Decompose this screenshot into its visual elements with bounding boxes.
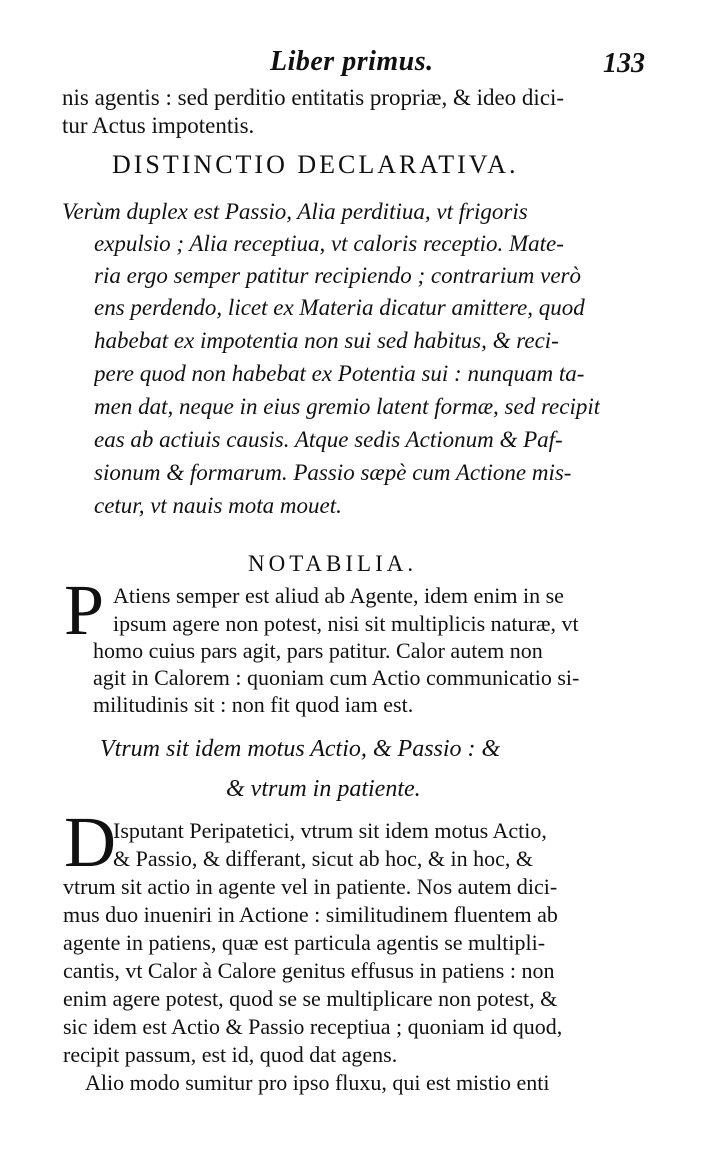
text-line: Isputant Peripatetici, vtrum sit idem motus Actio,: [113, 818, 547, 843]
text-line: men dat, neque in eius gremio latent formæ, sed recipit: [94, 394, 601, 419]
text-line: eas ab actiuis causis. Atque sedis Actionum & Paf-: [94, 427, 563, 452]
text-line: sic idem est Actio & Passio receptiua ; quoniam id quod,: [63, 1014, 563, 1039]
text-line: vtrum sit actio in agente vel in patiente. Nos autem dici-: [63, 874, 558, 899]
text-line: pere quod non habebat ex Potentia sui : nunquam ta-: [94, 361, 585, 386]
page-header: [0, 46, 707, 82]
text-line: enim agere potest, quod se se multiplicare non potest, &: [63, 986, 558, 1011]
text-line: homo cuius pars agit, pars patitur. Calor autem non: [93, 638, 543, 663]
question-title: & vtrum in patiente.: [226, 776, 421, 802]
text-line: recipit passum, est id, quod dat agens.: [63, 1042, 398, 1067]
text-line: militudinis sit : non fit quod iam est.: [93, 692, 414, 717]
text-line: & Passio, & differant, sicut ab hoc, & in hoc, &: [113, 846, 533, 871]
drop-cap: D: [64, 802, 116, 882]
section-heading-notabilia: NOTABILIA.: [248, 551, 418, 576]
text-line: ens perdendo, licet ex Materia dicatur amittere, quod: [94, 295, 585, 320]
text-line: cetur, vt nauis mota mouet.: [94, 493, 342, 518]
drop-cap: P: [64, 570, 105, 650]
continuation-line-2: tur Actus impotentis.: [62, 113, 255, 138]
text-line: ria ergo semper patitur recipiendo ; contrarium verò: [94, 263, 581, 288]
text-line: sionum & formarum. Passio sæpè cum Actione mis-: [94, 460, 572, 485]
continuation-line-1: nis agentis : sed perditio entitatis propriæ, & ideo dici-: [62, 85, 565, 110]
text-line: ipsum agere non potest, nisi sit multiplicis naturæ, vt: [113, 611, 579, 636]
running-title: Liber primus.: [270, 46, 434, 77]
text-line: cantis, vt Calor à Calore genitus effusus in patiens : non: [63, 958, 555, 983]
text-line: habebat ex impotentia non sui sed habitus, & reci-: [94, 328, 559, 353]
text-line: Atiens semper est aliud ab Agente, idem enim in se: [113, 583, 564, 608]
text-line: agente in patiens, quæ est particula agentis se multipli-: [63, 930, 546, 955]
text-line: mus duo inueniri in Actione : similitudinem fluentem ab: [63, 902, 558, 927]
question-title: Vtrum sit idem motus Actio, & Passio : &: [100, 736, 501, 762]
text-line: expulsio ; Alia receptiua, vt caloris receptio. Mate-: [94, 231, 564, 256]
text-line: agit in Calorem : quoniam cum Actio communicatio si-: [93, 665, 580, 690]
section-heading-distinctio: DISTINCTIO DECLARATIVA.: [112, 150, 519, 179]
text-line: Alio modo sumitur pro ipso fluxu, qui est mistio enti: [85, 1070, 550, 1095]
text-line: Verùm duplex est Passio, Alia perditiua, vt frigoris: [62, 199, 528, 224]
page-number: 133: [603, 48, 645, 79]
